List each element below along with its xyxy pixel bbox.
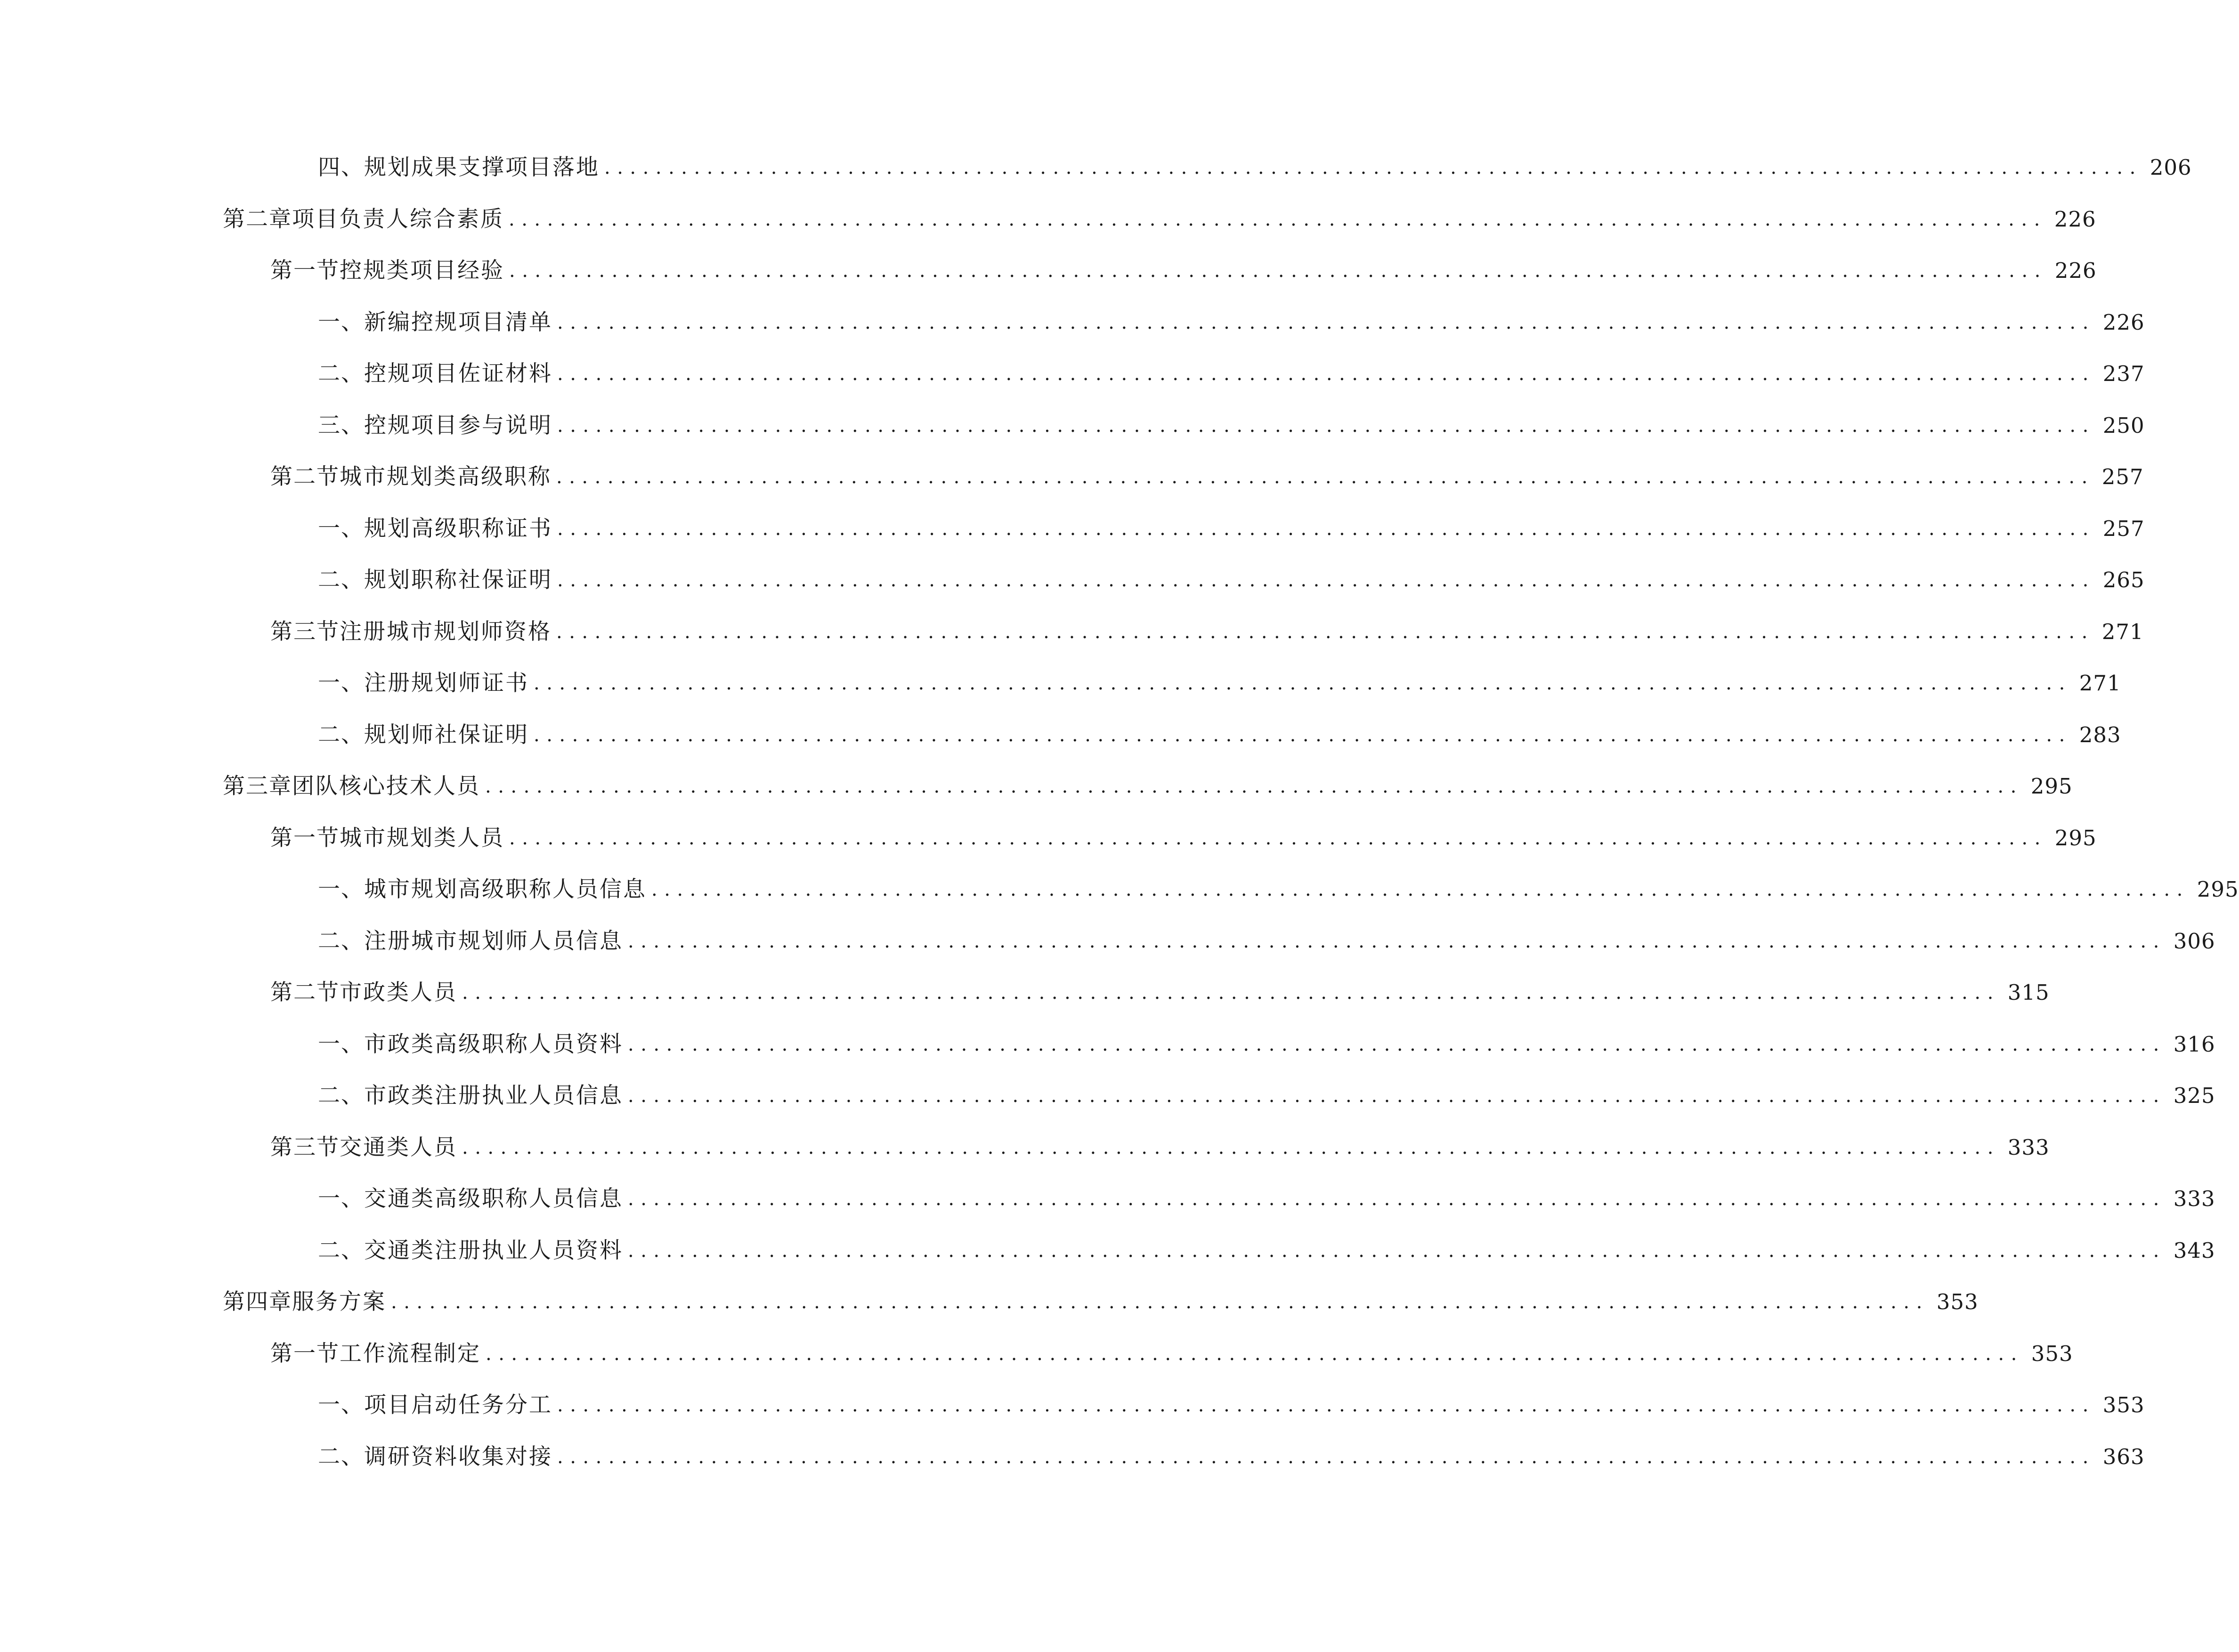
dot-leader: ........................................................................................................................ — [628, 930, 2166, 952]
dot-leader: ........................................................................................................................ — [557, 414, 2095, 437]
toc-entry-title: 注册城市规划师人员信息 — [364, 928, 623, 954]
toc-entry-title: 团队核心技术人员 — [292, 773, 480, 799]
dot-leader: ........................................................................................................................ — [557, 518, 2095, 540]
dot-leader: ........................................................................................................................ — [651, 879, 2190, 900]
toc-entry[interactable] — [0, 1125, 2050, 1177]
dot-leader: ........................................................................................................................ — [462, 1136, 2000, 1158]
dot-leader: ........................................................................................................................ — [557, 1446, 2095, 1468]
toc-entry-page: 226 — [2102, 309, 2145, 335]
toc-entry-page: 325 — [2173, 1083, 2215, 1108]
toc-entry-page: 206 — [2150, 155, 2192, 180]
toc-entry-number: 一、 — [318, 1392, 364, 1418]
toc-entry[interactable] — [0, 970, 2050, 1022]
toc-entry-page: 353 — [2102, 1393, 2145, 1417]
dot-leader: ........................................................................................................................ — [556, 466, 2094, 488]
toc-entry-page: 306 — [2173, 928, 2215, 954]
toc-entry[interactable] — [0, 248, 2097, 300]
toc-entry-number: 第一节 — [270, 825, 340, 851]
toc-entry[interactable] — [0, 1176, 2215, 1228]
toc-entry-title: 新编控规项目清单 — [364, 309, 552, 335]
toc-entry-page: 257 — [2101, 464, 2144, 489]
toc-entry[interactable] — [0, 300, 2145, 352]
dot-leader: ........................................................................................................................ — [509, 827, 2047, 849]
toc-entry-title: 规划高级职称证书 — [364, 515, 552, 542]
toc-entry-title: 项目启动任务分工 — [364, 1392, 552, 1418]
toc-entry-page: 353 — [1936, 1289, 1979, 1314]
toc-entry[interactable] — [0, 1434, 2145, 1486]
toc-entry-page: 333 — [2007, 1134, 2050, 1160]
toc-entry[interactable] — [0, 1228, 2215, 1280]
dot-leader: ........................................................................................................................ — [628, 1033, 2166, 1055]
toc-entry[interactable] — [0, 867, 2239, 919]
toc-entry-page: 343 — [2173, 1238, 2215, 1263]
toc-entry-number: 二、 — [318, 1443, 364, 1470]
toc-entry-page: 250 — [2102, 413, 2145, 438]
toc-entry-number: 三、 — [318, 412, 364, 438]
toc-entry[interactable] — [0, 506, 2145, 558]
toc-entry-number: 二、 — [318, 1083, 364, 1109]
dot-leader: ........................................................................................................................ — [486, 1343, 2024, 1365]
toc-entry-page: 295 — [2197, 877, 2239, 902]
toc-entry-title: 交通类高级职称人员信息 — [364, 1186, 623, 1212]
toc-entry-page: 265 — [2102, 567, 2145, 592]
toc-entry-number: 一、 — [318, 309, 364, 335]
toc-entry-page: 237 — [2102, 361, 2145, 386]
toc-entry-page: 226 — [2054, 258, 2097, 283]
toc-entry[interactable] — [0, 351, 2145, 403]
toc-entry[interactable] — [0, 919, 2215, 971]
toc-entry[interactable] — [0, 1331, 2073, 1383]
toc-entry-title: 市政类人员 — [340, 980, 457, 1005]
toc-entry-title: 规划职称社保证明 — [364, 567, 552, 593]
toc-entry-title: 规划成果支撑项目落地 — [364, 154, 600, 180]
toc-entry-title: 交通类注册执业人员资料 — [364, 1237, 623, 1263]
toc-entry-number: 二、 — [318, 567, 364, 593]
dot-leader: ........................................................................................................................ — [604, 157, 2142, 178]
toc-entry-page: 226 — [2054, 206, 2096, 232]
toc-entry-title: 交通类人员 — [340, 1134, 457, 1160]
toc-entry-number: 四、 — [318, 154, 364, 180]
toc-entry[interactable] — [0, 197, 2096, 249]
toc-entry[interactable] — [0, 558, 2145, 609]
toc-entry-title: 城市规划类人员 — [340, 825, 504, 851]
toc-entry-number: 一、 — [318, 1186, 364, 1212]
toc-entry-number: 第三章 — [223, 773, 292, 799]
toc-entry-number: 第二节 — [270, 464, 340, 490]
dot-leader: ........................................................................................................................ — [556, 621, 2094, 643]
toc-entry-title: 市政类注册执业人员信息 — [364, 1083, 623, 1109]
toc-entry-page: 295 — [2030, 774, 2073, 799]
toc-entry-number: 第二节 — [270, 980, 340, 1005]
toc-entry-number: 第二章 — [223, 206, 292, 232]
dot-leader: ........................................................................................................................ — [628, 1188, 2166, 1210]
toc-entry-number: 二、 — [318, 1237, 364, 1263]
toc-entry[interactable] — [0, 713, 2121, 764]
toc-entry-page: 363 — [2102, 1444, 2145, 1469]
dot-leader: ........................................................................................................................ — [557, 311, 2095, 333]
toc-entry-page: 271 — [2101, 619, 2144, 644]
dot-leader: ........................................................................................................................ — [628, 1239, 2166, 1262]
toc-entry-page: 257 — [2102, 516, 2145, 541]
toc-entry-title: 注册规划师证书 — [364, 670, 529, 696]
toc-entry-page: 283 — [2079, 722, 2121, 747]
dot-leader: ........................................................................................................................ — [628, 1085, 2166, 1107]
dot-leader: ........................................................................................................................ — [557, 363, 2095, 385]
dot-leader: ........................................................................................................................ — [557, 1394, 2095, 1416]
toc-entry-title: 控规项目参与说明 — [364, 412, 552, 438]
toc-entry-number: 第一节 — [270, 258, 340, 283]
toc-entry-title: 城市规划高级职称人员信息 — [364, 876, 647, 902]
table-of-contents — [0, 145, 2239, 1486]
toc-entry-number: 第四章 — [223, 1289, 292, 1315]
toc-entry-number: 第三节 — [270, 1134, 340, 1160]
toc-entry[interactable] — [0, 454, 2144, 506]
toc-entry-title: 规划师社保证明 — [364, 721, 529, 748]
toc-entry[interactable] — [0, 609, 2144, 661]
toc-entry-page: 271 — [2079, 671, 2121, 696]
toc-entry-number: 二、 — [318, 361, 364, 387]
dot-leader: ........................................................................................................................ — [462, 982, 2000, 1004]
toc-entry[interactable] — [0, 1383, 2145, 1434]
dot-leader: ........................................................................................................................ — [534, 672, 2072, 694]
toc-entry-page: 316 — [2173, 1031, 2215, 1057]
toc-entry[interactable] — [0, 816, 2097, 867]
toc-entry-page: 333 — [2173, 1186, 2215, 1211]
toc-entry-title: 市政类高级职称人员资料 — [364, 1031, 623, 1057]
toc-entry-title: 工作流程制定 — [340, 1340, 481, 1367]
toc-entry-title: 注册城市规划师资格 — [340, 618, 552, 645]
toc-entry-title: 控规类项目经验 — [340, 258, 504, 283]
toc-entry[interactable] — [0, 1022, 2215, 1074]
toc-entry-number: 第三节 — [270, 618, 340, 645]
dot-leader: ........................................................................................................................ — [534, 724, 2072, 746]
dot-leader: ........................................................................................................................ — [391, 1291, 1929, 1313]
toc-entry-number: 一、 — [318, 876, 364, 902]
toc-entry[interactable] — [0, 1073, 2215, 1125]
toc-entry-title: 城市规划类高级职称 — [340, 464, 552, 490]
toc-entry-page: 315 — [2007, 980, 2050, 1005]
toc-entry[interactable] — [0, 764, 2073, 816]
toc-entry-title: 控规项目佐证材料 — [364, 361, 552, 387]
toc-entry-number: 二、 — [318, 928, 364, 954]
dot-leader: ........................................................................................................................ — [509, 260, 2047, 282]
toc-entry-title: 服务方案 — [292, 1289, 386, 1315]
dot-leader: ........................................................................................................................ — [509, 208, 2047, 230]
dot-leader: ........................................................................................................................ — [557, 569, 2095, 591]
toc-entry-title: 调研资料收集对接 — [364, 1443, 552, 1470]
toc-entry[interactable] — [0, 661, 2121, 713]
toc-entry-title: 项目负责人综合素质 — [292, 206, 504, 232]
toc-entry[interactable] — [0, 145, 2192, 197]
toc-entry-number: 第一节 — [270, 1340, 340, 1367]
toc-entry-number: 二、 — [318, 721, 364, 748]
toc-entry-number: 一、 — [318, 1031, 364, 1057]
toc-entry-page: 353 — [2031, 1341, 2073, 1366]
toc-entry-number: 一、 — [318, 670, 364, 696]
toc-entry[interactable] — [0, 403, 2145, 455]
toc-entry-number: 一、 — [318, 515, 364, 542]
toc-entry-page: 295 — [2054, 825, 2097, 850]
dot-leader: ........................................................................................................................ — [485, 776, 2023, 797]
toc-entry[interactable] — [0, 1279, 1979, 1331]
